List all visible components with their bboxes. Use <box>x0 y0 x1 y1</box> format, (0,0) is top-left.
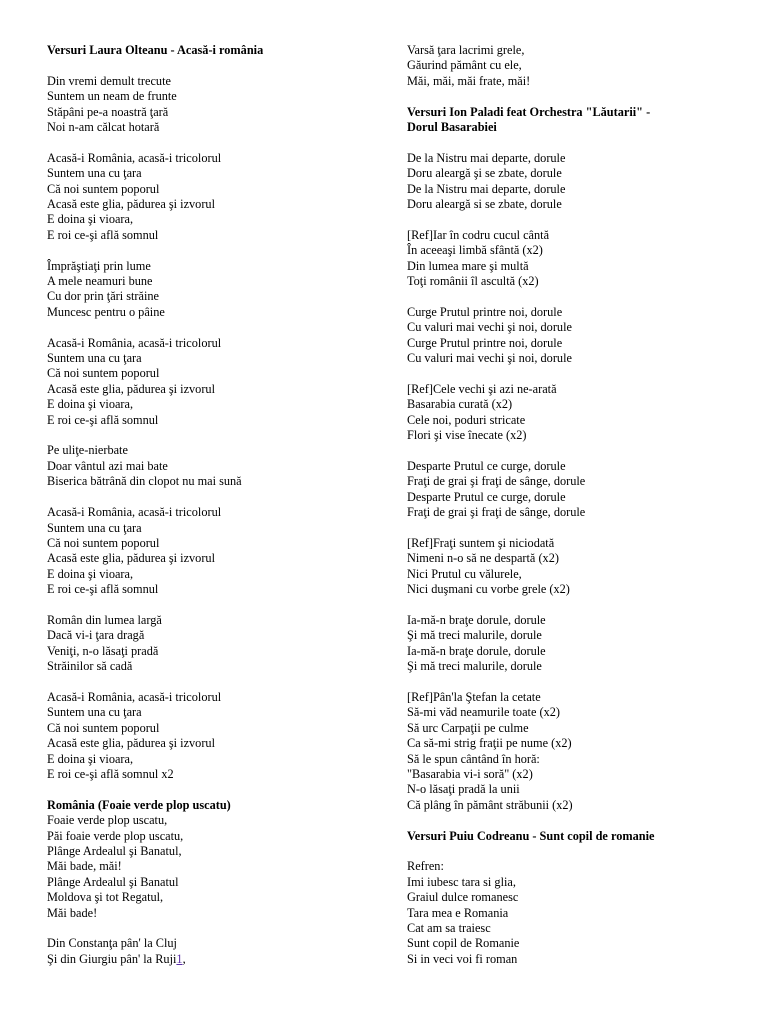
lyric-line: Ca să-mi strig fraţii pe nume (x2) <box>407 736 572 751</box>
lyric-line: Varsă ţara lacrimi grele, <box>407 43 525 57</box>
lyric-line: Imi iubesc tara si glia, <box>407 874 516 889</box>
stanza <box>407 690 737 813</box>
lyric-line: În aceeaşi limbă sfântă (x2) <box>407 243 543 258</box>
left-column <box>47 43 377 967</box>
lyric-line: Nimeni n-o să ne despartă (x2) <box>407 551 559 566</box>
lyric-line: E roi ce-şi află somnul <box>47 227 159 242</box>
lyric-line: Măi bade! <box>47 905 98 920</box>
stanza <box>407 382 737 444</box>
stanza <box>407 459 737 521</box>
lyric-line: Si in veci voi fi roman <box>407 951 518 966</box>
lyric-line: Nici Prutul cu vălurele, <box>407 566 522 581</box>
lyric-line: Ia-mă-n braţe dorule, dorule <box>407 612 546 627</box>
song-title-sunt-copil-de-romanie: Versuri Puiu Codreanu - Sunt copil de romanie <box>407 828 655 843</box>
song-lyrics-acasa-i-romania <box>47 74 377 783</box>
lyric-line: Găurind pământ cu ele, <box>407 58 522 73</box>
song-title-romania-foaie-verde: România (Foaie verde plop uscatu) <box>47 797 231 812</box>
stanza <box>407 43 737 89</box>
stanza <box>47 813 377 921</box>
stanza <box>407 859 737 967</box>
lyric-line: E roi ce-şi află somnul <box>47 412 159 427</box>
song-lyrics-romania-foaie-verde-continued <box>407 43 737 89</box>
lyric-line: De la Nistru mai departe, dorule <box>407 150 566 165</box>
lyric-line: Ia-mă-n braţe dorule, dorule <box>407 643 546 658</box>
lyric-line: Acasă-i România, acasă-i tricolorul <box>47 150 222 165</box>
lyric-line: Acasă este glia, pădurea şi izvorul <box>47 551 215 566</box>
lyric-line-last: Şi din Giurgiu pân' la Ruji1, <box>47 951 186 966</box>
lyric-line: Biserica bătrână din clopot nu mai sună <box>47 474 242 489</box>
stanza <box>407 151 737 213</box>
lyric-line: Păi foaie verde plop uscatu, <box>47 828 184 843</box>
lyric-line: Suntem una cu ţara <box>47 520 142 535</box>
lyric-line: [Ref]Fraţi suntem şi niciodată <box>407 535 555 550</box>
lyric-line: Că plâng în pământ străbunii (x2) <box>407 797 573 812</box>
lyric-line: Dacă vi-i ţara dragă <box>47 628 145 643</box>
lyric-line: Doru aleargă şi se zbate, dorule <box>407 166 562 181</box>
stanza <box>47 443 377 489</box>
lyric-line: Acasă-i România, acasă-i tricolorul <box>47 689 222 704</box>
lyric-line: Suntem una cu ţara <box>47 166 142 181</box>
lyric-line: Cu valuri mai vechi şi noi, dorule <box>407 351 572 366</box>
lyric-line: Plânge Ardealul şi Banatul, <box>47 843 182 858</box>
lyric-line: Român din lumea largă <box>47 612 162 627</box>
lyric-line: Cele noi, poduri stricate <box>407 412 526 427</box>
stanza <box>407 613 737 675</box>
stanza <box>47 936 377 951</box>
lyric-line: Doar vântul azi mai bate <box>47 458 168 473</box>
lyric-line: Cat am sa traiesc <box>407 920 491 935</box>
lyric-line: Desparte Prutul ce curge, dorule <box>407 489 566 504</box>
lyric-line: Şi mă treci malurile, dorule <box>407 628 542 643</box>
lyric-line: Să urc Carpaţii pe culme <box>407 720 529 735</box>
lyric-line: Nici duşmani cu vorbe grele (x2) <box>407 582 570 597</box>
lyric-line: Muncesc pentru o pâine <box>47 304 165 319</box>
lyric-line: N-o lăsaţi pradă la unii <box>407 782 520 797</box>
lyric-line: Acasă-i România, acasă-i tricolorul <box>47 335 222 350</box>
stanza <box>47 259 377 321</box>
song-lyrics-sunt-copil-de-romanie <box>407 859 737 967</box>
lyric-line: Desparte Prutul ce curge, dorule <box>407 458 566 473</box>
lyric-line: Fraţi de grai şi fraţi de sânge, dorule <box>407 474 586 489</box>
lyric-line: De la Nistru mai departe, dorule <box>407 181 566 196</box>
lyric-line: [Ref]Iar în codru cucul cântă <box>407 227 550 242</box>
stanza <box>47 690 377 782</box>
lyric-line: [Ref]Cele vechi şi azi ne-arată <box>407 381 557 396</box>
lyric-line: Acasă este glia, pădurea şi izvorul <box>47 381 215 396</box>
stanza <box>407 228 737 290</box>
lyric-line: Şi mă treci malurile, dorule <box>407 659 542 674</box>
lyric-line: Măi, măi, măi frate, măi! <box>407 73 531 88</box>
stanza <box>47 151 377 243</box>
lyric-line: Acasă este glia, pădurea şi izvorul <box>47 736 215 751</box>
lyric-line: E doina şi vioara, <box>47 751 134 766</box>
lyric-line: Moldova şi tot Regatul, <box>47 890 164 905</box>
lyric-line: A mele neamuri bune <box>47 274 153 289</box>
lyric-line: Refren: <box>407 859 444 874</box>
stanza <box>47 505 377 597</box>
lyric-line: Să le spun cântând în horă: <box>407 751 540 766</box>
lyric-line: Graiul dulce romanesc <box>407 890 519 905</box>
lyric-line: Măi bade, măi! <box>47 859 122 874</box>
lyric-line: Plânge Ardealul şi Banatul <box>47 874 179 889</box>
song-title-dorul-basarabiei <box>407 105 737 136</box>
stanza <box>47 613 377 675</box>
lyric-line: Că noi suntem poporul <box>47 366 160 381</box>
lyric-line: Noi n-am călcat hotară <box>47 120 160 135</box>
lyric-line: Din lumea mare şi multă <box>407 258 529 273</box>
footnote-link[interactable]: 1 <box>176 951 183 966</box>
lyric-line: Acasă este glia, pădurea şi izvorul <box>47 197 215 212</box>
lyric-line: E doina şi vioara, <box>47 566 134 581</box>
lyric-line: Curge Prutul printre noi, dorule <box>407 304 563 319</box>
lyric-line: Străinilor să cadă <box>47 659 133 674</box>
lyric-line: Din Constanţa pân' la Cluj <box>47 936 177 951</box>
lyric-line: Cu valuri mai vechi şi noi, dorule <box>407 320 572 335</box>
lyric-line: Suntem un neam de frunte <box>47 89 177 104</box>
song-lyrics-dorul-basarabiei <box>407 151 737 813</box>
lyric-line: E roi ce-şi află somnul x2 <box>47 766 174 781</box>
song-title-line: Versuri Ion Paladi feat Orchestra "Lăutarii" - <box>407 104 651 119</box>
lyric-line: Veniţi, n-o lăsaţi pradă <box>47 643 159 658</box>
lyric-line: Suntem una cu ţara <box>47 705 142 720</box>
lyric-line: E roi ce-şi află somnul <box>47 582 159 597</box>
lyric-line: Doru aleargă si se zbate, dorule <box>407 197 562 212</box>
lyric-line: Pe uliţe-nierbate <box>47 443 128 458</box>
lyric-line: "Basarabia vi-i soră" (x2) <box>407 766 533 781</box>
lyric-line: Toţi românii îl ascultă (x2) <box>407 274 539 289</box>
song-title-acasa-i-romania: Versuri Laura Olteanu - Acasă-i românia <box>47 43 264 57</box>
lyric-line: Că noi suntem poporul <box>47 181 160 196</box>
lyric-line: Basarabia curată (x2) <box>407 397 513 412</box>
lyric-line: Împrăştiaţi prin lume <box>47 258 151 273</box>
lyric-line: Suntem una cu ţara <box>47 351 142 366</box>
song-lyrics-romania-foaie-verde <box>47 813 377 952</box>
lyric-line: Cu dor prin ţări străine <box>47 289 160 304</box>
lyric-line: E doina şi vioara, <box>47 212 134 227</box>
stanza <box>407 536 737 598</box>
lyric-line: Din vremi demult trecute <box>47 73 171 88</box>
song-title-line: Dorul Basarabiei <box>407 120 497 135</box>
lyric-line: Să-mi văd neamurile toate (x2) <box>407 705 560 720</box>
lyric-line: Stăpâni pe-a noastră ţară <box>47 104 169 119</box>
stanza <box>47 74 377 136</box>
lyric-line: Că noi suntem poporul <box>47 720 160 735</box>
stanza <box>47 336 377 428</box>
right-column <box>407 43 737 967</box>
lyric-line: [Ref]Pân'la Ştefan la cetate <box>407 689 541 704</box>
lyric-line: Sunt copil de Romanie <box>407 936 520 951</box>
lyric-line: Fraţi de grai şi fraţi de sânge, dorule <box>407 505 586 520</box>
lyric-line: E doina şi vioara, <box>47 397 134 412</box>
lyric-line: Acasă-i România, acasă-i tricolorul <box>47 505 222 520</box>
lyric-line: Flori şi vise înecate (x2) <box>407 428 527 443</box>
lyric-line: Că noi suntem poporul <box>47 535 160 550</box>
stanza <box>407 305 737 367</box>
lyric-line: Foaie verde plop uscatu, <box>47 813 168 828</box>
lyric-line: Tara mea e Romania <box>407 905 509 920</box>
lyric-line: Curge Prutul printre noi, dorule <box>407 335 563 350</box>
